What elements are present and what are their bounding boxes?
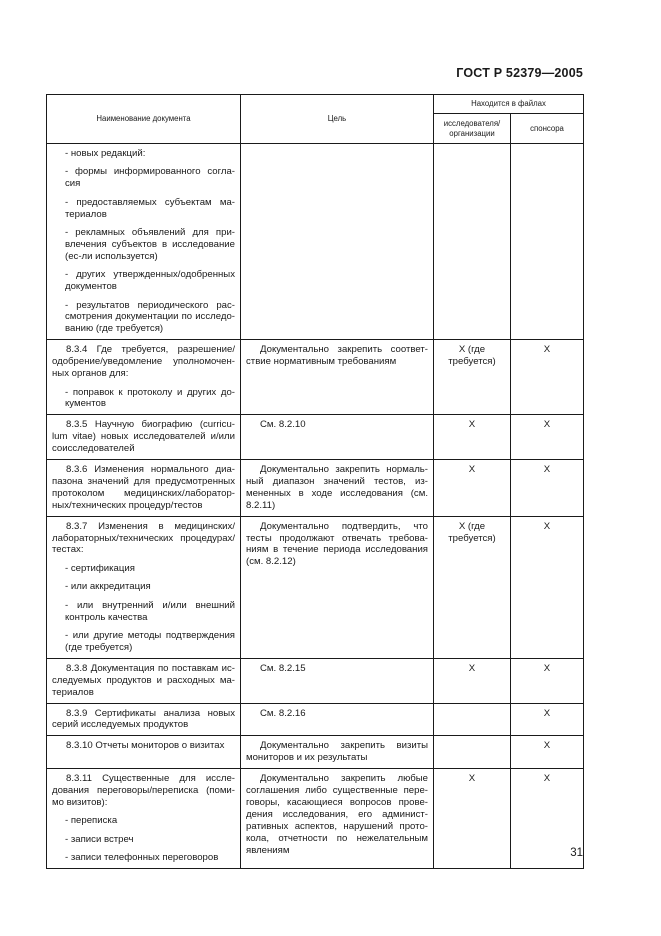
investigator-mark: [434, 736, 511, 769]
col-header-name: Наименование документа: [47, 95, 241, 144]
goal-cell: [241, 736, 434, 769]
goal-text: Документально закрепить соответ-ствие нормативным требованиям: [246, 344, 428, 368]
table-row: [47, 415, 584, 460]
goal-text: См. 8.2.15: [260, 662, 306, 674]
document-name: 8.3.9 Сертификаты анализа новых серий исследуемых продуктов: [52, 707, 235, 731]
table-row: [47, 516, 584, 658]
goal-cell: [241, 769, 434, 869]
continuation-investigator-cell: [434, 144, 511, 340]
col-header-files: Находится в файлах: [434, 95, 584, 114]
list-item: - переписка: [65, 815, 118, 827]
investigator-mark: X: [434, 460, 511, 517]
document-name-cell: [47, 703, 241, 736]
col-header-goal: Цель: [241, 95, 434, 144]
list-item: - новых редакций:: [65, 148, 146, 159]
list-item: - поправок к протоколу и других до-кументов: [65, 386, 235, 410]
document-name: 8.3.7 Изменения в медицинских/ лабораторных/технических процедурах/ тестах:: [52, 520, 235, 556]
list-item: - записи встреч: [65, 833, 134, 845]
investigator-mark: X: [434, 769, 511, 869]
col-header-sponsor: спонсора: [511, 114, 584, 144]
document-name-cell: [47, 460, 241, 517]
document-name: 8.3.10 Отчеты мониторов о визитах: [66, 740, 225, 752]
document-name-cell: [47, 516, 241, 658]
goal-text: Документально подтвердить, что тесты продолжают отвечать требова-ниям в течение периода исследования (см. 8.2.12): [246, 520, 428, 568]
list-item: - других утвержденных/одобренных документов: [65, 269, 235, 293]
document-name: 8.3.6 Изменения нормального диа-пазона значений для предусмотренных протоколом медицинских/лаборатор-ных/технических процедур/тестов: [52, 464, 235, 511]
sponsor-mark: X: [511, 415, 584, 460]
goal-text: Документально закрепить визиты мониторов и их результаты: [246, 740, 428, 764]
table-row: [47, 340, 584, 415]
continuation-sponsor-cell: [511, 144, 584, 340]
list-item: - или аккредитация: [65, 581, 151, 593]
goal-text: Документально закрепить любые соглашения либо существенные пере-говоры, касающиеся вопросов прове-дения исследования, его админист-ративных аспектов, нарушений прото-кола, отчетности по нежелательным явлениям: [246, 773, 428, 856]
continuation-name-cell: [47, 144, 241, 340]
goal-cell: [241, 703, 434, 736]
goal-cell: [241, 460, 434, 517]
goal-cell: [241, 516, 434, 658]
investigator-mark: X: [434, 658, 511, 703]
goal-text: Документально закрепить нормаль-ный диапазон значений тестов, из-мененных в ходе исследования (см. 8.2.11): [246, 464, 428, 511]
list-item: - результатов периодического рас-смотрения документации по исследо-ванию (где требуется): [65, 299, 235, 335]
investigator-mark: [434, 703, 511, 736]
list-item: - сертификация: [65, 562, 135, 574]
sponsor-mark: X: [511, 769, 584, 869]
document-name: 8.3.4 Где требуется, разрешение/ одобрение/уведомление уполномочен-ных органов для:: [52, 344, 235, 380]
sponsor-mark: X: [511, 460, 584, 517]
table-row: [47, 703, 584, 736]
goal-cell: [241, 415, 434, 460]
sponsor-mark: X: [511, 340, 584, 415]
sponsor-mark: X: [511, 658, 584, 703]
document-name: 8.3.8 Документация по поставкам ис-следуемых продуктов и расходных ма-териалов: [52, 662, 235, 698]
investigator-mark: X (где требуется): [434, 340, 511, 415]
list-item: - предоставляемых субъектам ма-териалов: [65, 196, 235, 220]
list-item: - или внутренний и/или внешний контроль качества: [65, 599, 235, 623]
page-number: 31: [570, 847, 583, 859]
goal-text: См. 8.2.10: [260, 419, 306, 431]
table-row: [47, 658, 584, 703]
list-item: - или другие методы подтверждения (где требуется): [65, 630, 235, 653]
documents-table: [46, 94, 584, 869]
document-name-cell: [47, 658, 241, 703]
list-item: - рекламных объявлений для при-влечения субъектов в исследование (ес-ли используется): [65, 227, 235, 262]
document-name: 8.3.5 Научную биографию (curricu-lum vitae) новых исследователей и/или соисследователей: [52, 419, 235, 455]
investigator-mark: X: [434, 415, 511, 460]
investigator-mark: X (где требуется): [434, 516, 511, 658]
list-item: - формы информированного согла-сия: [65, 166, 235, 190]
document-name-cell: [47, 415, 241, 460]
col-header-investigator: исследователя/ организации: [434, 114, 511, 144]
table-row: [47, 736, 584, 769]
table-row-continuation: [47, 144, 584, 340]
continuation-goal-cell: [241, 144, 434, 340]
sponsor-mark: X: [511, 736, 584, 769]
sponsor-mark: X: [511, 516, 584, 658]
table-row: [47, 769, 584, 869]
document-name: 8.3.11 Существенные для иссле-дования переговоры/переписка (поми-мо визитов):: [52, 773, 235, 808]
goal-cell: [241, 340, 434, 415]
list-item: - записи телефонных переговоров: [65, 852, 219, 864]
table-row: [47, 460, 584, 517]
standard-header: ГОСТ Р 52379—2005: [456, 66, 583, 80]
document-name-cell: [47, 736, 241, 769]
goal-text: См. 8.2.16: [260, 707, 306, 719]
document-name-cell: [47, 769, 241, 869]
goal-cell: [241, 658, 434, 703]
sponsor-mark: X: [511, 703, 584, 736]
document-name-cell: [47, 340, 241, 415]
